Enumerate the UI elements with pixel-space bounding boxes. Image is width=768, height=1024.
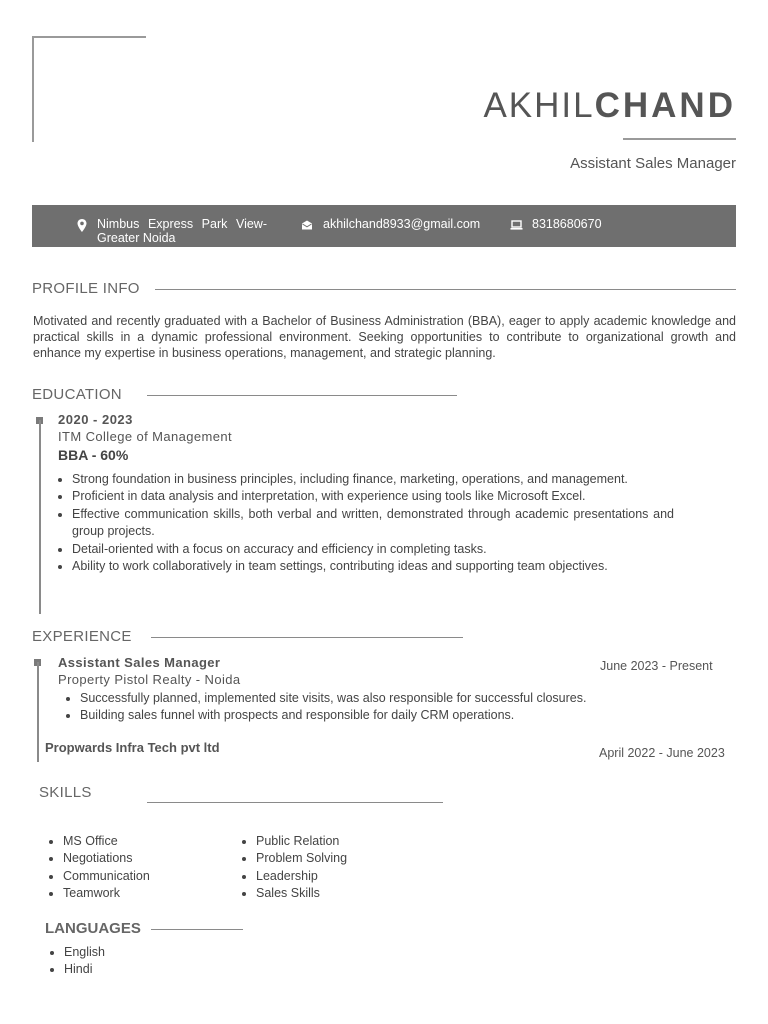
skills-heading-rule [147, 802, 443, 803]
contact-location [97, 217, 267, 245]
corner-frame-top [33, 36, 146, 38]
list-item: • Effective communication skills, both verbal and written, demonstrated through academic presentations and group projects. [72, 506, 674, 541]
list-item: • MS Office [63, 833, 243, 850]
experience-role: Assistant Sales Manager [58, 655, 221, 670]
profile-heading-rule [155, 289, 736, 290]
skills-heading: SKILLS [39, 784, 92, 801]
list-item: • Proficient in data analysis and interpretation, with experience using tools like Microsoft Excel. [72, 488, 674, 505]
skills-column-2 [242, 833, 436, 903]
candidate-name [483, 86, 736, 126]
first-name: AKHIL [483, 86, 595, 125]
list-item: • Leadership [256, 868, 436, 885]
experience-timeline [37, 662, 39, 762]
list-item: • Sales Skills [256, 885, 436, 902]
experience-dates: June 2023 - Present [600, 659, 713, 673]
experience-company-2: Propwards Infra Tech pvt ltd [45, 740, 220, 755]
education-school: ITM College of Management [58, 429, 233, 444]
list-item: • Negotiations [63, 850, 243, 867]
name-underline [623, 138, 736, 140]
laptop-icon [510, 219, 523, 233]
profile-heading: PROFILE INFO [32, 280, 140, 297]
email-text[interactable]: akhilchand8933@gmail.com [323, 217, 481, 231]
list-item: • Communication [63, 868, 243, 885]
experience-heading-rule [151, 637, 463, 638]
job-title: Assistant Sales Manager [570, 155, 736, 172]
phone-text[interactable]: 8318680670 [532, 217, 602, 231]
experience-company: Property Pistol Realty - Noida [58, 672, 241, 687]
languages-heading: LANGUAGES [45, 920, 141, 937]
location-text: Nimbus Express Park View-Greater Noida [97, 217, 267, 245]
last-name: CHAND [594, 86, 736, 125]
list-item: • English [64, 944, 224, 961]
envelope-icon [301, 219, 313, 233]
education-degree: BBA - 60% [58, 447, 129, 463]
languages-list [50, 944, 224, 979]
profile-summary: Motivated and recently graduated with a Bachelor of Business Administration (BBA), eager to apply academic knowledge and practical skills in a dynamic professional environment. Seeking opportunities to contribute to organizational growth and enhance my expertise in business operations, management, and strategic planning. [33, 314, 736, 361]
list-item: • Public Relation [256, 833, 436, 850]
experience-points [66, 690, 720, 725]
list-item: • Building sales funnel with prospects and responsible for daily CRM operations. [80, 707, 720, 724]
education-heading-rule [147, 395, 457, 396]
education-heading: EDUCATION [32, 386, 122, 403]
contact-email[interactable] [323, 217, 480, 231]
education-timeline [39, 420, 41, 614]
list-item: • Detail-oriented with a focus on accuracy and efficiency in completing tasks. [72, 541, 674, 558]
corner-frame-left [32, 36, 34, 142]
contact-bar [32, 205, 736, 247]
list-item: • Hindi [64, 961, 224, 978]
list-item: • Successfully planned, implemented site visits, was also responsible for successful closures. [80, 690, 720, 707]
education-points [58, 471, 674, 575]
list-item: • Strong foundation in business principles, including finance, marketing, operations, and management. [72, 471, 674, 488]
list-item: • Ability to work collaboratively in team settings, contributing ideas and supporting team objectives. [72, 558, 674, 575]
languages-heading-rule [151, 929, 243, 930]
list-item: • Teamwork [63, 885, 243, 902]
map-pin-icon [77, 219, 87, 235]
contact-phone[interactable] [532, 217, 602, 231]
experience-dates-2: April 2022 - June 2023 [599, 746, 725, 760]
list-item: • Problem Solving [256, 850, 436, 867]
skills-column-1 [49, 833, 243, 903]
education-years: 2020 - 2023 [58, 412, 133, 427]
experience-heading: EXPERIENCE [32, 628, 132, 645]
